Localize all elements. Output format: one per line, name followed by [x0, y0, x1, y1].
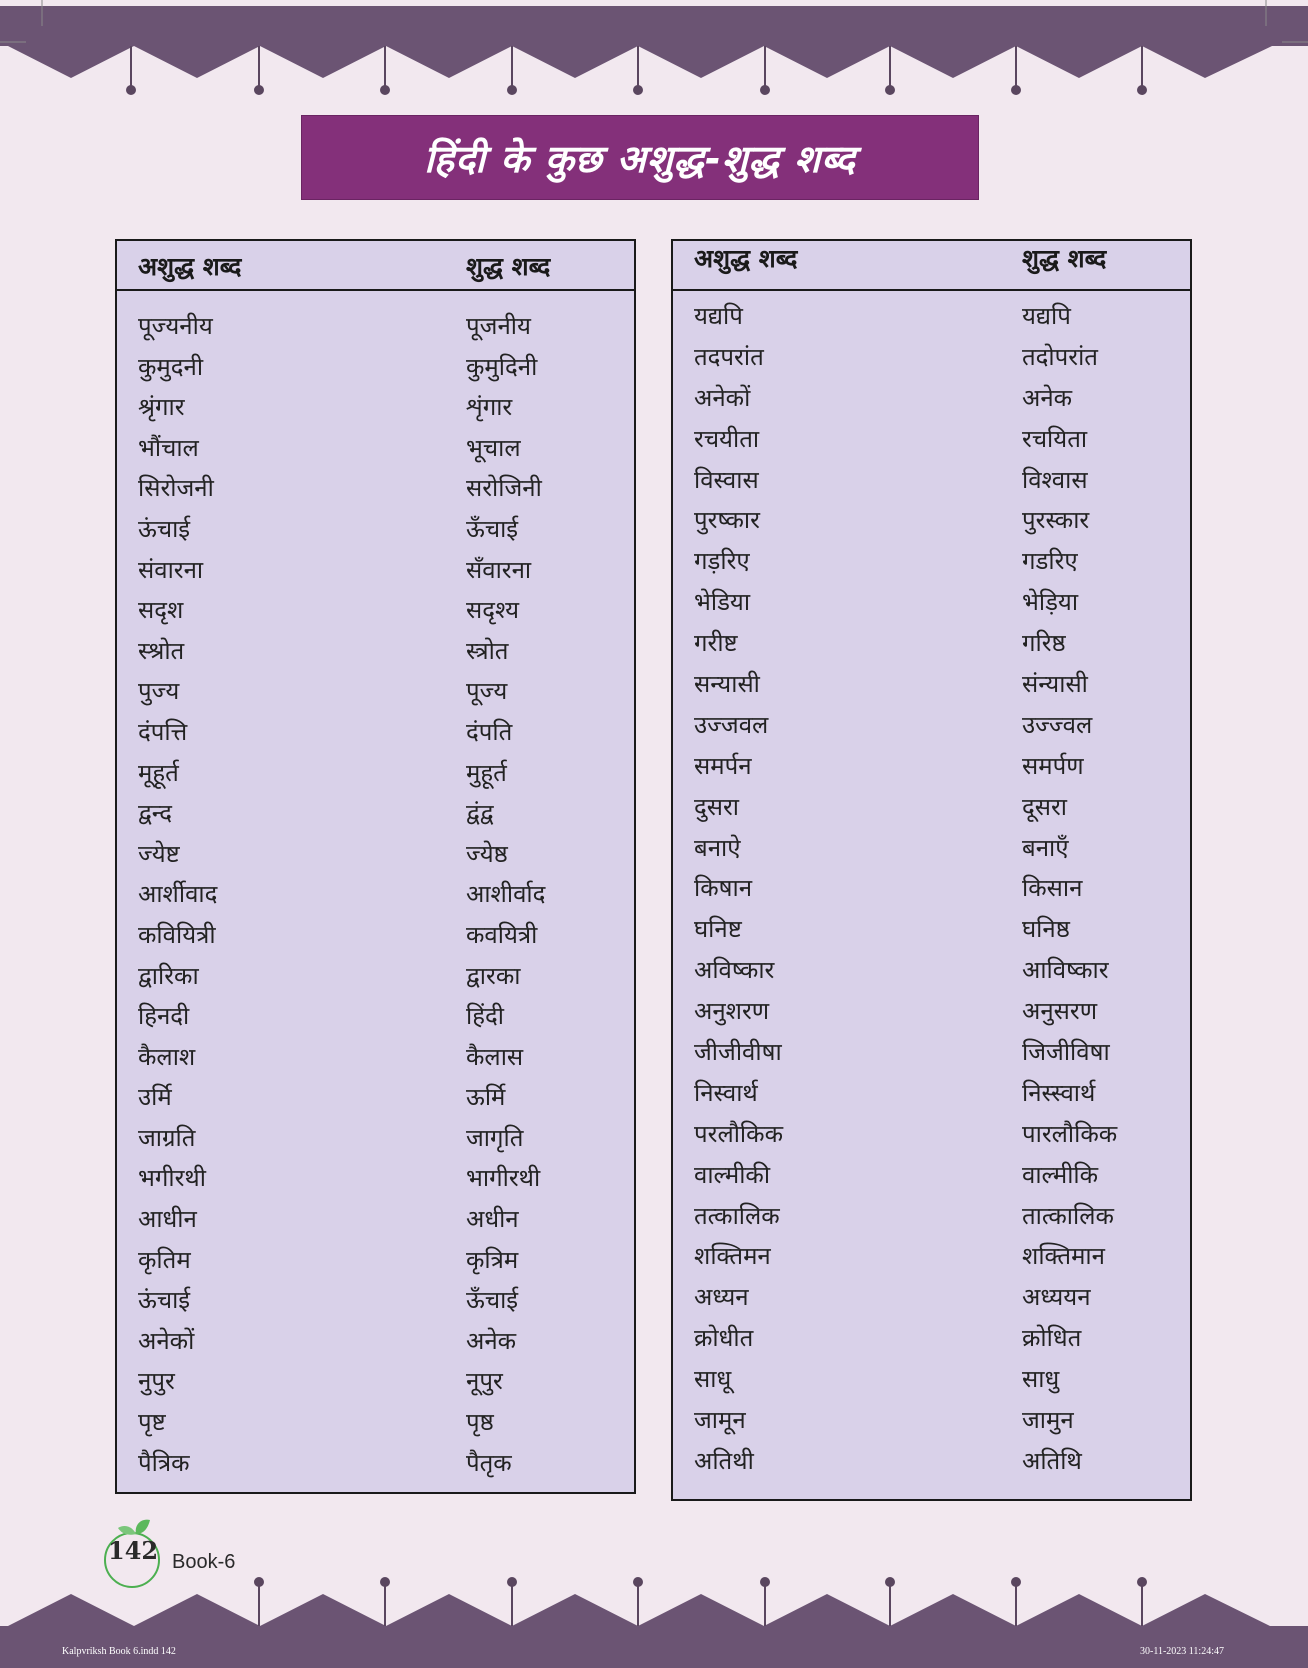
correct-word: घनिष्ठ [1022, 915, 1070, 944]
table-row [673, 906, 1190, 947]
correct-word: दंपति [466, 717, 513, 746]
incorrect-word: अतिथी [694, 1446, 754, 1475]
table-row [117, 1358, 634, 1399]
table-row [673, 416, 1190, 457]
incorrect-word: उर्मि [138, 1083, 172, 1112]
correct-word: ऊर्मि [466, 1083, 506, 1112]
table-row [673, 1397, 1190, 1438]
correct-word: उज्ज्वल [1022, 710, 1093, 739]
correct-word: समर्पण [1022, 751, 1084, 780]
correct-word: बनाएँ [1022, 833, 1069, 862]
incorrect-word: जीजीवीषा [694, 1038, 782, 1067]
header-correct: शुद्ध शब्द [1022, 244, 1107, 273]
table-row [673, 579, 1190, 620]
table-row [673, 457, 1190, 498]
incorrect-word: दुसरा [694, 792, 739, 821]
incorrect-word: पुज्य [138, 677, 180, 706]
table-row [673, 1070, 1190, 1111]
print-slug-right: 30-11-2023 11:24:47 [1140, 1646, 1224, 1657]
correct-word: दूसरा [1022, 792, 1067, 821]
incorrect-word: तत्कालिक [694, 1201, 780, 1230]
correct-word: पारलौकिक [1022, 1119, 1118, 1148]
table-row [117, 912, 634, 953]
incorrect-word: अध्यन [694, 1283, 749, 1312]
incorrect-word: विस्वास [694, 465, 759, 494]
page-number: 142 [108, 1536, 159, 1565]
incorrect-word: क्रोधीत [694, 1324, 754, 1353]
incorrect-word: उज्जवल [694, 710, 769, 739]
correct-word: गरिष्ठ [1022, 629, 1066, 658]
incorrect-word: ऊंचाई [138, 1286, 191, 1315]
table-row [117, 993, 634, 1034]
table-row [117, 547, 634, 588]
incorrect-word: जामून [694, 1406, 746, 1435]
incorrect-word: अनेकों [694, 383, 751, 412]
table-row [117, 1277, 634, 1318]
incorrect-word: नुपुर [138, 1367, 175, 1396]
correct-word: तात्कालिक [1022, 1201, 1114, 1230]
table-row [673, 1438, 1190, 1479]
incorrect-word: संवारना [138, 555, 204, 584]
table-row [117, 506, 634, 547]
incorrect-word: गरीष्ट [694, 629, 738, 658]
table-row [117, 1074, 634, 1115]
table-row [673, 1356, 1190, 1397]
table-row [673, 375, 1190, 416]
incorrect-word: ज्येष्ट [138, 839, 180, 868]
correct-word: भेड़िया [1022, 588, 1079, 617]
word-table-left [115, 239, 636, 1494]
table-row [673, 1193, 1190, 1234]
correct-word: भागीरथी [466, 1164, 541, 1193]
correct-word: पुरस्कार [1022, 506, 1090, 535]
correct-word: द्वारका [466, 961, 521, 990]
correct-word: क्रोधित [1022, 1324, 1082, 1353]
incorrect-word: निस्वार्थ [694, 1078, 758, 1107]
header-incorrect: अशुद्ध शब्द [694, 244, 798, 273]
table-row [117, 750, 634, 791]
correct-word: ज्येष्ठ [466, 839, 508, 868]
table-row [673, 661, 1190, 702]
correct-word: पूज्य [466, 677, 508, 706]
incorrect-word: अनेकों [138, 1326, 195, 1355]
correct-word: कवयित्री [466, 920, 538, 949]
table-row [117, 953, 634, 994]
table-row [117, 871, 634, 912]
correct-word: जामुन [1022, 1406, 1074, 1435]
bottom-decorative-band [0, 1560, 1308, 1668]
table-row [673, 334, 1190, 375]
correct-word: अधीन [466, 1205, 519, 1234]
table-row [117, 790, 634, 831]
correct-word: नूपुर [466, 1367, 503, 1396]
incorrect-word: समर्पन [694, 751, 752, 780]
incorrect-word: आर्शीवाद [138, 880, 218, 909]
correct-word: सरोजिनी [466, 474, 542, 503]
incorrect-word: भेडिया [694, 588, 751, 617]
incorrect-word: द्वारिका [138, 961, 199, 990]
incorrect-word: पूज्यनीय [138, 312, 213, 340]
incorrect-word: कैलाश [138, 1042, 196, 1071]
incorrect-word: भगीरथी [138, 1164, 206, 1193]
header-correct: शुद्ध शब्द [466, 252, 551, 281]
correct-word: अतिथि [1022, 1446, 1082, 1475]
table-row [117, 425, 634, 466]
table-row [673, 497, 1190, 538]
incorrect-word: सिरोजनी [138, 474, 214, 503]
word-table-right [671, 239, 1192, 1501]
correct-word: वाल्मीकि [1022, 1160, 1099, 1189]
incorrect-word: कवियित्री [138, 920, 216, 949]
incorrect-word: कृतिम [138, 1245, 191, 1274]
zigzag-band-bottom [0, 1560, 1308, 1668]
correct-word: शृंगार [466, 393, 513, 422]
correct-word: सँवारना [466, 555, 532, 584]
table-row [673, 1274, 1190, 1315]
table-row [673, 865, 1190, 906]
incorrect-word: पृष्ट [138, 1408, 166, 1437]
correct-word: साधु [1022, 1365, 1060, 1394]
incorrect-word: अनुशरण [694, 997, 770, 1026]
correct-word: अनुसरण [1022, 997, 1098, 1026]
table-row [673, 1029, 1190, 1070]
table-row [117, 1440, 634, 1481]
correct-word: कैलास [466, 1042, 524, 1071]
incorrect-word: श्रृंगार [138, 393, 185, 422]
correct-word: भूचाल [466, 433, 521, 462]
table-row [673, 538, 1190, 579]
correct-word: आविष्कार [1022, 956, 1109, 985]
table-row [673, 784, 1190, 825]
incorrect-word: बनाऐ [694, 833, 741, 862]
table-row [117, 1318, 634, 1359]
zigzag-band-top [0, 0, 1308, 110]
header-incorrect: अशुद्ध शब्द [138, 252, 242, 281]
table-row [117, 628, 634, 669]
table-row [673, 620, 1190, 661]
correct-word: अनेक [1022, 383, 1073, 412]
table-row [673, 1152, 1190, 1193]
correct-word: निस्स्वार्थ [1022, 1078, 1096, 1107]
incorrect-word: द्वन्द [138, 799, 172, 828]
table-row [117, 1115, 634, 1156]
correct-word: अनेक [466, 1326, 517, 1355]
incorrect-word: पैत्रिक [138, 1448, 190, 1477]
correct-word: हिंदी [466, 1002, 504, 1031]
title-banner [301, 115, 979, 200]
page-number-badge [98, 1518, 168, 1588]
correct-word: विश्वास [1022, 465, 1088, 494]
table-row [117, 587, 634, 628]
table-row [117, 709, 634, 750]
print-slug-left: Kalpvriksh Book 6.indd 142 [62, 1646, 176, 1657]
table-row [117, 668, 634, 709]
table-body [673, 291, 1190, 1479]
table-row [117, 1399, 634, 1440]
correct-word: ऊँचाई [466, 514, 519, 543]
table-row [673, 1233, 1190, 1274]
incorrect-word: सदृश [138, 596, 184, 625]
incorrect-word: मूहूर्त [138, 758, 179, 787]
table-row [117, 384, 634, 425]
correct-word: स्त्रोत [466, 636, 509, 665]
correct-word: गडरिए [1022, 547, 1078, 576]
incorrect-word: किषान [694, 874, 753, 903]
table-row [673, 1315, 1190, 1356]
correct-word: कृत्रिम [466, 1245, 519, 1274]
correct-word: रचयिता [1022, 424, 1088, 453]
incorrect-word: हिनदी [138, 1002, 190, 1031]
table-row [117, 1237, 634, 1278]
table-header [117, 241, 634, 291]
correct-word: पृष्ठ [466, 1408, 494, 1437]
correct-word: किसान [1022, 874, 1083, 903]
correct-word: संन्यासी [1022, 670, 1088, 699]
top-decorative-band [0, 0, 1308, 110]
incorrect-word: पुरष्कार [694, 506, 760, 535]
table-row [673, 743, 1190, 784]
incorrect-word: ऊंचाई [138, 514, 191, 543]
correct-word: ऊँचाई [466, 1286, 519, 1315]
table-row [673, 1111, 1190, 1152]
incorrect-word: आधीन [138, 1205, 197, 1234]
table-row [673, 988, 1190, 1029]
incorrect-word: घनिष्ट [694, 915, 742, 944]
correct-word: कुमुदिनी [466, 352, 538, 381]
correct-word: पैतृक [466, 1448, 512, 1477]
incorrect-word: साधू [694, 1365, 732, 1394]
incorrect-word: शक्तिमन [694, 1242, 771, 1271]
correct-word: आशीर्वाद [466, 880, 546, 909]
table-row [673, 947, 1190, 988]
table-row [117, 831, 634, 872]
incorrect-word: भौंचाल [138, 433, 199, 462]
table-row [673, 293, 1190, 334]
table-row [117, 1196, 634, 1237]
incorrect-word: सन्यासी [694, 670, 760, 699]
table-body [117, 291, 634, 1480]
table-header [673, 241, 1190, 291]
incorrect-word: जाग्रति [138, 1123, 196, 1152]
incorrect-word: वाल्मीकी [694, 1160, 771, 1189]
table-row [117, 1155, 634, 1196]
book-label: Book-6 [172, 1551, 236, 1573]
correct-word: पूजनीय [466, 312, 531, 340]
correct-word: यद्यपि [1022, 302, 1071, 330]
table-row [117, 344, 634, 385]
correct-word: जिजीविषा [1022, 1038, 1110, 1067]
table-row [673, 825, 1190, 866]
table-row [117, 1034, 634, 1075]
incorrect-word: तदपरांत [694, 342, 764, 371]
incorrect-word: रचयीता [694, 424, 760, 453]
table-row [117, 465, 634, 506]
incorrect-word: परलौकिक [694, 1119, 784, 1148]
incorrect-word: स्श्रोत [138, 636, 185, 665]
incorrect-word: अविष्कार [694, 956, 775, 985]
incorrect-word: दंपत्ति [138, 717, 188, 746]
correct-word: मुहूर्त [466, 758, 507, 787]
correct-word: द्वंद्व [466, 799, 494, 828]
incorrect-word: यद्यपि [694, 302, 743, 330]
page-title: हिंदी के कुछ अशुद्ध-शुद्ध शब्द [424, 136, 856, 181]
correct-word: शक्तिमान [1022, 1242, 1105, 1271]
correct-word: सदृश्य [466, 596, 520, 625]
incorrect-word: गड़रिए [694, 547, 750, 576]
table-row [117, 303, 634, 344]
correct-word: अध्ययन [1022, 1283, 1091, 1312]
incorrect-word: कुमुदनी [138, 352, 204, 381]
correct-word: जागृति [466, 1123, 524, 1152]
correct-word: तदोपरांत [1022, 342, 1098, 371]
table-row [673, 702, 1190, 743]
